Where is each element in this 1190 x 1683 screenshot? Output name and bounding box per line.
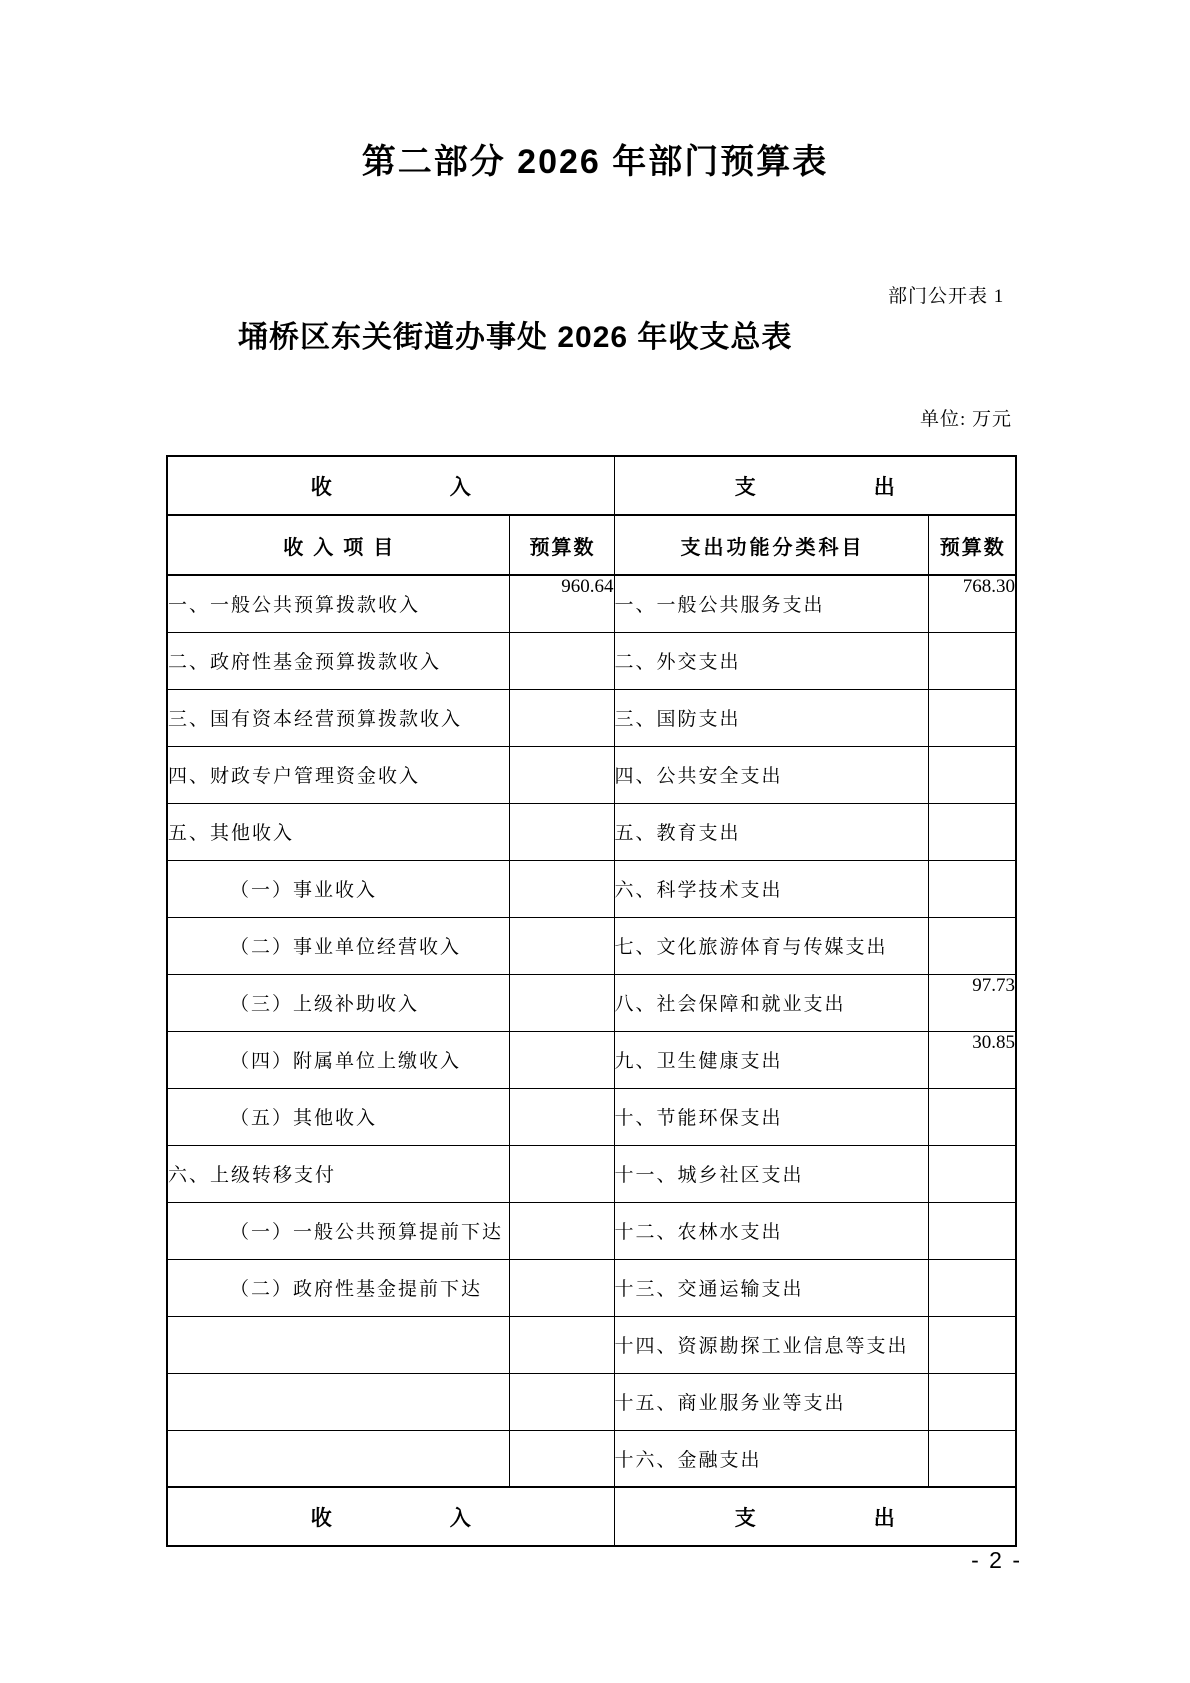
table-row [167,1316,1016,1373]
income-footer-char: 收 [310,1505,332,1530]
income-item-cell: （二）政府性基金提前下达 [167,1259,509,1316]
income-section-footer [167,1487,614,1546]
table-row [167,803,1016,860]
expense-value-cell: 768.30 [928,575,1016,632]
page-number: - 2 - [971,1547,1022,1573]
expense-item-cell: 十六、金融支出 [614,1430,928,1487]
income-section-header [167,456,614,515]
section-footer-row [167,1487,1016,1546]
table-row [167,1430,1016,1487]
unit-note: 单位: 万元 [919,409,1012,430]
income-value-cell [509,974,614,1031]
income-item-cell: 三、国有资本经营预算拨款收入 [167,689,509,746]
expense-item-column-header: 支出功能分类科目 [614,515,928,575]
expense-item-cell: 十四、资源勘探工业信息等支出 [614,1316,928,1373]
income-item-cell: （三）上级补助收入 [167,974,509,1031]
expense-item-cell: 七、文化旅游体育与传媒支出 [614,917,928,974]
table-row [167,860,1016,917]
income-item-cell: （一）一般公共预算提前下达 [167,1202,509,1259]
expense-value-cell [928,1373,1016,1430]
expense-item-cell: 十、节能环保支出 [614,1088,928,1145]
table-row [167,575,1016,632]
income-item-cell: （二）事业单位经营收入 [167,917,509,974]
expense-header-char: 出 [873,474,895,499]
income-value-cell [509,1031,614,1088]
expense-value-cell [928,1145,1016,1202]
table-title: 埇桥区东关街道办事处 2026 年收支总表 [238,321,793,354]
budget-table-foot [167,1487,1016,1546]
income-value-cell [509,1259,614,1316]
expense-item-cell: 六、科学技术支出 [614,860,928,917]
table-row [167,689,1016,746]
income-budget-column-header: 预算数 [509,515,614,575]
expense-section-header [614,456,1016,515]
table-row [167,1088,1016,1145]
income-item-cell: 六、上级转移支付 [167,1145,509,1202]
income-value-cell [509,1202,614,1259]
income-value-cell [509,1088,614,1145]
expense-value-cell [928,917,1016,974]
expense-value-cell [928,1088,1016,1145]
income-value-cell [509,1145,614,1202]
expense-item-cell: 一、一般公共服务支出 [614,575,928,632]
expense-footer-char: 出 [873,1505,895,1530]
table-row [167,1031,1016,1088]
expense-value-cell [928,1430,1016,1487]
table-row [167,1373,1016,1430]
expense-item-cell: 四、公共安全支出 [614,746,928,803]
expense-item-cell: 十二、农林水支出 [614,1202,928,1259]
income-value-cell [509,689,614,746]
table-row [167,917,1016,974]
expense-value-cell [928,1316,1016,1373]
budget-table-body [167,575,1016,1487]
expense-value-cell [928,803,1016,860]
income-item-cell [167,1430,509,1487]
income-item-cell [167,1373,509,1430]
income-item-cell: （五）其他收入 [167,1088,509,1145]
income-header-char: 收 [310,474,332,499]
expense-header-char: 支 [734,474,756,499]
expense-value-cell: 30.85 [928,1031,1016,1088]
table-row [167,1202,1016,1259]
income-item-cell: （四）附属单位上缴收入 [167,1031,509,1088]
income-header-char: 入 [449,474,471,499]
income-footer-char: 入 [449,1505,471,1530]
section-header-row [167,456,1016,515]
income-value-cell [509,803,614,860]
table-row [167,974,1016,1031]
income-item-cell [167,1316,509,1373]
expense-item-cell: 十一、城乡社区支出 [614,1145,928,1202]
expense-value-cell [928,1202,1016,1259]
expense-value-cell [928,1259,1016,1316]
income-item-cell: 四、财政专户管理资金收入 [167,746,509,803]
income-value-cell [509,746,614,803]
income-item-cell: 五、其他收入 [167,803,509,860]
table-row [167,1259,1016,1316]
expense-value-cell [928,689,1016,746]
part-title: 第二部分 2026 年部门预算表 [361,143,829,181]
income-value-cell [509,860,614,917]
table-row [167,632,1016,689]
expense-value-cell: 97.73 [928,974,1016,1031]
expense-item-cell: 五、教育支出 [614,803,928,860]
expense-section-footer [614,1487,1016,1546]
income-item-cell: 二、政府性基金预算拨款收入 [167,632,509,689]
income-value-cell [509,1430,614,1487]
expense-item-cell: 二、外交支出 [614,632,928,689]
income-value-cell [509,917,614,974]
expense-item-cell: 十五、商业服务业等支出 [614,1373,928,1430]
public-table-label: 部门公开表 1 [888,286,1005,307]
income-value-cell [509,1316,614,1373]
income-value-cell [509,1373,614,1430]
income-item-cell: （一）事业收入 [167,860,509,917]
expense-value-cell [928,746,1016,803]
expense-budget-column-header: 预算数 [928,515,1016,575]
table-row [167,1145,1016,1202]
budget-table [166,455,1017,1547]
expense-value-cell [928,860,1016,917]
income-item-column-header: 收入项目 [167,515,509,575]
expense-item-cell: 九、卫生健康支出 [614,1031,928,1088]
table-row [167,746,1016,803]
column-header-row [167,515,1016,575]
expense-footer-char: 支 [734,1505,756,1530]
budget-table-head [167,456,1016,575]
income-value-cell [509,632,614,689]
expense-item-cell: 三、国防支出 [614,689,928,746]
expense-value-cell [928,632,1016,689]
expense-item-cell: 十三、交通运输支出 [614,1259,928,1316]
expense-item-cell: 八、社会保障和就业支出 [614,974,928,1031]
income-item-cell: 一、一般公共预算拨款收入 [167,575,509,632]
income-value-cell: 960.64 [509,575,614,632]
